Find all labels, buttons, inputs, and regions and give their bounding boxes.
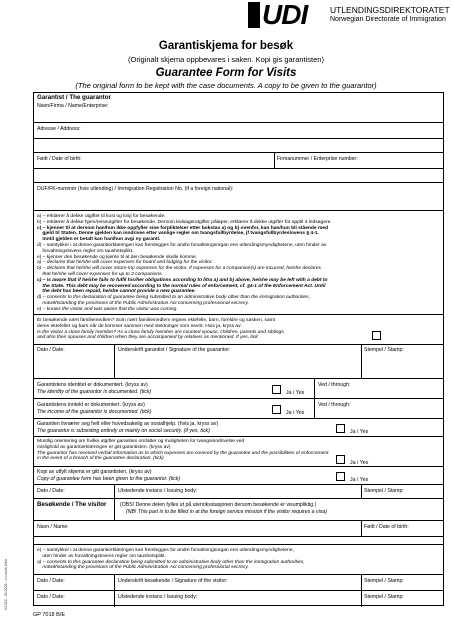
date-label: Dato / Date: bbox=[37, 347, 65, 353]
date-label: Dato / Date: bbox=[37, 578, 65, 584]
guarantor-dob-row[interactable] bbox=[34, 153, 443, 169]
issuing-body-label: Utstedende instans / Issuing body: bbox=[118, 488, 198, 494]
declaration-line: c) – kjenner til at dersom han/hun ikke oppfyller sine forpliktelser etter bokstav a) og b) ovenfor, kan han/hun bli stående med bbox=[37, 225, 329, 231]
oral-info-line: The guarantor has received verbal information as to which expenses are covered by the guarantee and the possibilities of enforcement bbox=[37, 450, 329, 456]
copy-check-no: Kopi av utfylt skjema er gitt garantisten. (kryss av) bbox=[37, 469, 152, 475]
visitor-heading-row bbox=[34, 499, 443, 521]
divider bbox=[274, 153, 275, 169]
declaration-line: Inntil gjelden er betalt kan han/hun avgi ny garanti. bbox=[37, 237, 161, 243]
guarantor-address-label: Adresse / Address: bbox=[37, 126, 81, 132]
income-check-row bbox=[34, 399, 443, 419]
divider bbox=[114, 591, 115, 607]
visitor-signature-row bbox=[34, 575, 443, 591]
family-member-text bbox=[37, 318, 367, 341]
stamp-label: Stempel / Stamp: bbox=[364, 578, 404, 584]
welfare-checkbox[interactable] bbox=[336, 424, 345, 433]
divider bbox=[114, 575, 115, 591]
udi-logo: UDI bbox=[262, 0, 308, 30]
visitor-signature-label: Underskrift besøkende / Signature of the visitor: bbox=[118, 578, 228, 584]
stamp-label: Stempel / Stamp: bbox=[364, 347, 404, 353]
visitor-name-label: Navn / Name: bbox=[37, 524, 69, 530]
declaration-line: the debt has been repaid, he/she cannot provide a new guarantee. bbox=[37, 289, 196, 295]
copy-checkbox[interactable] bbox=[336, 472, 345, 481]
divider bbox=[114, 499, 115, 521]
duf-number-label: DUF/FK-nummer (hvis utlending) / Immigration Registration No. (if a foreign national): bbox=[37, 186, 234, 192]
issuing-body-row bbox=[34, 485, 443, 499]
date-label: Dato / Date: bbox=[37, 488, 65, 494]
identity-check-row bbox=[34, 379, 443, 399]
welfare-ja-yes: Ja / Yes bbox=[350, 429, 369, 435]
visitor-consent-row bbox=[34, 545, 443, 575]
duf-number-row[interactable] bbox=[34, 183, 443, 211]
subtitle-en: (The original form to be kept with the case documents. A copy to be given to the guarantor) bbox=[75, 81, 377, 90]
divider bbox=[361, 521, 362, 537]
visitor-note-en: (NB! This part is to be filled in at the foreign service mission if the visitor requires a visa) bbox=[126, 509, 327, 515]
family-member-line: Is the visitor a close family member? As a close family member are counted spouse, children, parents and siblings, bbox=[37, 329, 285, 335]
stamp-label: Stempel / Stamp: bbox=[364, 594, 404, 600]
guarantor-address-row[interactable] bbox=[34, 123, 443, 139]
income-check-en: The income of the guarantor is documented. (tick) bbox=[37, 409, 152, 415]
enterprise-number-label: Firmanummer / Enterprise number: bbox=[277, 156, 358, 162]
visitor-consent-line: uten hinder av forvaltningslovens regler om taushetsplikt. bbox=[37, 553, 166, 559]
welfare-check-row bbox=[34, 419, 443, 437]
divider bbox=[361, 485, 362, 499]
family-member-block bbox=[34, 315, 443, 345]
divider bbox=[361, 345, 362, 379]
family-member-line: Er besøkende nært familiemedlem? Som nært familiemedlem regnes ektefelle, barn, foreldre og søsken, samt bbox=[37, 318, 276, 323]
copy-check-en: Copy of guarantee form has been given to the guarantor. (tick) bbox=[37, 476, 181, 482]
visitor-consent-text bbox=[37, 548, 441, 571]
guarantor-heading: Garantist / The guarantor bbox=[37, 94, 111, 101]
declarations-list bbox=[37, 214, 441, 313]
guarantor-name-label: Navn/Firma / Name/Enterprise: bbox=[37, 103, 109, 109]
date-label: Dato / Date: bbox=[37, 594, 65, 600]
oral-info-row bbox=[34, 437, 443, 467]
address-continued-row[interactable] bbox=[34, 139, 443, 153]
guarantor-dob-label: Født / Date of birth: bbox=[37, 156, 82, 162]
oral-info-line: in the event of a breach of the guarantee declaration. (tick) bbox=[37, 456, 164, 462]
declaration-line: b) – declares that he/she will cover return-trip expenses for the visitor. If expenses for a companion(s) are incurred, he/she declares bbox=[37, 266, 321, 272]
declaration-line: a) – declares that he/she will cover expenses for board and lodging for the visitor. bbox=[37, 260, 213, 266]
oral-info-text bbox=[37, 439, 441, 462]
copy-check-row bbox=[34, 467, 443, 485]
copy-ja-yes: Ja / Yes bbox=[350, 477, 369, 483]
visitor-dob-label: Født / Date of birth: bbox=[364, 524, 409, 530]
welfare-check-en: The guarantor is subsisting entirely or mainly on social security. (if yes, tick) bbox=[37, 428, 210, 434]
oral-info-ja-yes: Ja / Yes bbox=[350, 460, 369, 466]
divider bbox=[314, 379, 315, 399]
title-no: Garantiskjema for besøk bbox=[158, 40, 294, 52]
visitor-consent-line: e) – samtykker i at denne garantierklæringen kan fremlegges for andre forvaltningsorgan enn utlendingsmyndighetene, bbox=[37, 548, 294, 553]
declaration-line: that he/she will cover expenses for up to 3 companions. bbox=[37, 271, 163, 277]
income-ja-yes: Ja / Yes bbox=[286, 410, 305, 416]
declaration-line: c) – is aware that if he/she fails to fulfil his/her obligations according to litra a) and b) above, he/she may be left with a debt to bbox=[37, 277, 328, 283]
identity-ja-yes: Ja / Yes bbox=[286, 390, 305, 396]
form-code: GP 7018 B/E bbox=[33, 612, 66, 618]
family-member-line: deres ektefeller og barn når de kommer sammen med slektninger som nevnt. Hvis ja, kryss av: bbox=[37, 323, 242, 329]
declaration-line: e) – knows the visitor and was aware that the visitor was coming. bbox=[37, 306, 178, 312]
visitor-name-row[interactable] bbox=[34, 521, 443, 537]
divider bbox=[314, 399, 315, 419]
divider bbox=[114, 345, 115, 379]
stamp-label: Stempel / Stamp: bbox=[364, 488, 404, 494]
visitor-consent-line: a) – consents to this guarantee declaration being submitted to an administrative body other than the immigration authorities, bbox=[37, 559, 305, 565]
divider bbox=[361, 591, 362, 607]
declaration-line: notwithstanding the provisions of the Public Administration Act concerning professional secrecy. bbox=[37, 300, 249, 306]
title-en: Guarantee Form for Visits bbox=[155, 67, 297, 79]
agency-name-no: UTLENDINGSDIREKTORATET bbox=[330, 5, 450, 15]
divider bbox=[114, 485, 115, 499]
oral-info-line: mislighold av garantierklæringen er gitt garantisten. (kryss av) bbox=[37, 444, 171, 450]
visitor-consent-line: notwithstanding the provisions of the Public Administration Act concerning professional secrecy. bbox=[37, 565, 249, 571]
visitor-heading: Besøkende / The visitor bbox=[37, 501, 107, 508]
identity-check-no: Garantistens identitet er dokumentert. (kryss av) bbox=[37, 382, 148, 388]
declaration-line: e) – kjenner den besøkende og kjente til at den besøkende skulle komme. bbox=[37, 254, 198, 260]
logo-bar bbox=[248, 2, 260, 28]
income-checkbox[interactable] bbox=[272, 405, 281, 414]
identity-checkbox[interactable] bbox=[272, 385, 281, 394]
guarantee-form bbox=[33, 92, 444, 606]
identity-check-en: The identity of the guarantor is documented. (tick) bbox=[37, 389, 152, 395]
issuing-body-label: Utstedende instans / Issuing body: bbox=[118, 594, 198, 600]
visitor-name-continued-row[interactable] bbox=[34, 537, 443, 545]
subtitle-no: (Originalt skjema oppbevares i saken. Kopi gis garantisten) bbox=[128, 55, 324, 64]
identity-ved-label: Ved / through: bbox=[318, 382, 351, 388]
declaration-line: d) – samtykker i at denne garantierklæringen kan fremlegges for andre forvaltningsorgan enn utlendingsmyndighetene, uten hinder av bbox=[37, 242, 327, 248]
income-ved-label: Ved / through: bbox=[318, 402, 351, 408]
welfare-check-no: Garantien livnærer seg helt eller hovedsakelig av sosialhjelp. (hvis ja, kryss av) bbox=[37, 421, 219, 427]
divider bbox=[361, 575, 362, 591]
oral-info-line: Muntlig orientering om hvilke utgifter garantien omfatter og muligheten for tvangsinndrivelse ved bbox=[37, 439, 245, 444]
income-check-no: Garantistens inntekt er dokumentert. (kryss av) bbox=[37, 402, 145, 408]
visitor-note-no: (OBS! Denne delen fylles ut på utenriksstasjonen dersom besøkende er visumpliktig.) bbox=[120, 502, 317, 508]
oral-info-checkbox[interactable] bbox=[336, 455, 345, 464]
declaration-line: a) – erklærer å dekke utgifter til kost og losji for besøkende. bbox=[37, 214, 166, 219]
dob-continued-row[interactable] bbox=[34, 169, 443, 183]
declaration-line: b) – erklærer å dekke hjem/reiseutgifter for besøkende. Dersom ledsagerutgifter påløper, erklærer å dekke utgifter for opptil 3 ledsagere. bbox=[37, 219, 332, 225]
print-reference: 03.020 - 02.2003 - e.o.work Oslo bbox=[4, 559, 8, 610]
visitor-issuing-row bbox=[34, 591, 443, 607]
agency-name-en: Norwegian Directorate of Immigration bbox=[330, 16, 446, 23]
declaration-line: the State. This debt may be recovered according to the normal rules of enforcement, cf. §4-1 of the Enforcement Act. Until bbox=[37, 283, 326, 289]
declaration-line: forvaltningslovens regler om taushetsplikt. bbox=[37, 248, 134, 254]
family-member-checkbox[interactable] bbox=[372, 331, 381, 340]
guarantor-signature-row bbox=[34, 345, 443, 379]
declarations-block bbox=[34, 211, 443, 315]
guarantor-signature-label: Underskrift garantist / Signature of the guarantor: bbox=[118, 347, 231, 353]
family-member-line: and also their spouses and children when they are accompanied by relatives as mentioned. If yes, tick: bbox=[37, 335, 260, 341]
declaration-line: d) – consents to this declaration of guarantee being submitted to an administrative body other than the immigration authorities, bbox=[37, 295, 310, 301]
guarantor-name-row[interactable] bbox=[34, 93, 443, 123]
declaration-line: gjeld til Staten. Denne gjelden kan inndrives etter vanlige regler om tvangsfullbyrdelse, jf tvangsfullbyrdeslovens § 4-1. bbox=[37, 231, 319, 237]
agency-name bbox=[330, 5, 450, 25]
